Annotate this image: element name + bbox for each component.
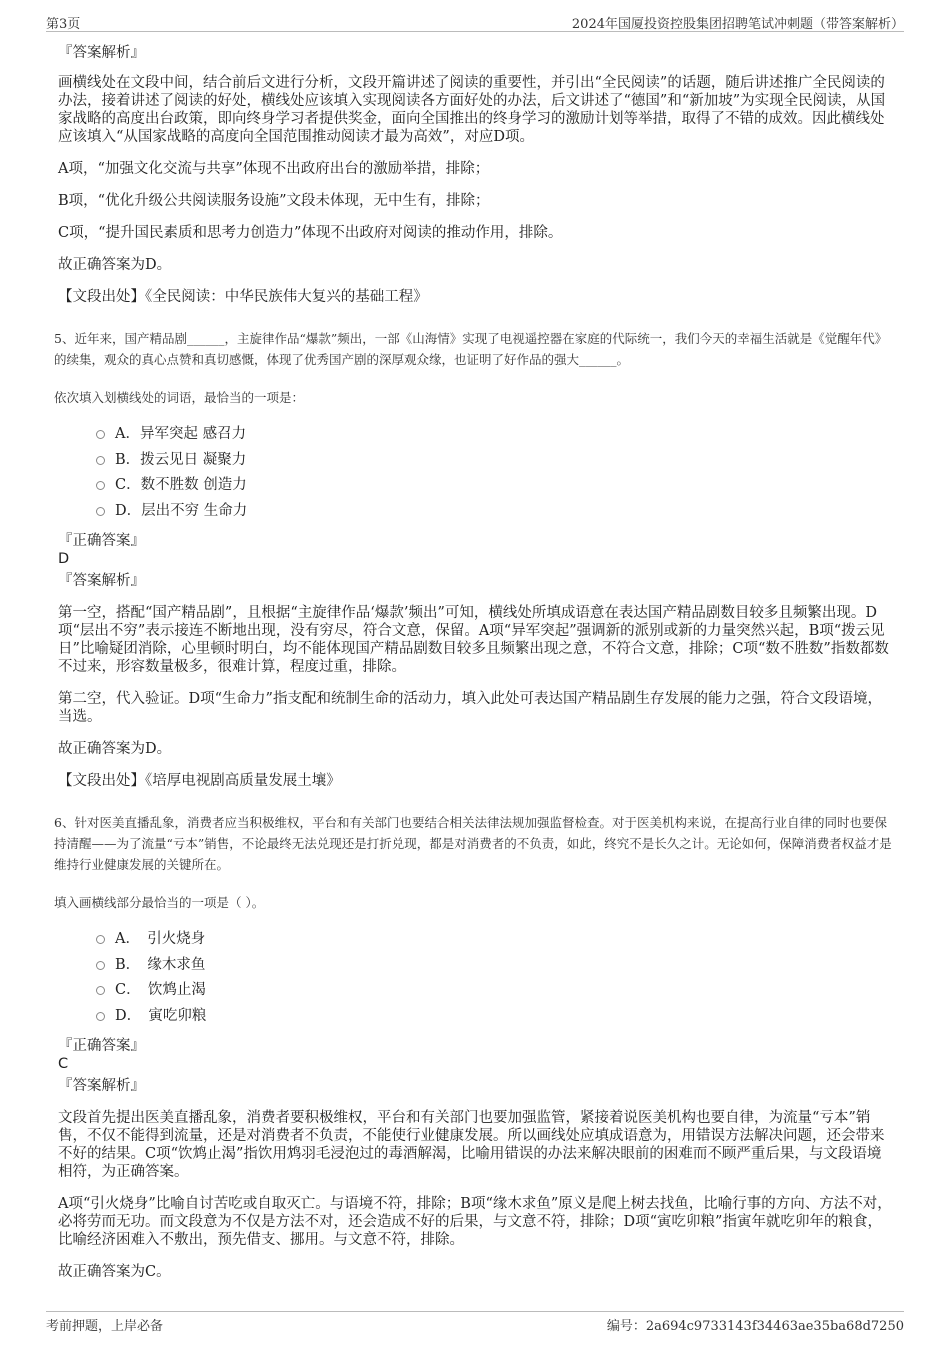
question-5-instruction: 依次填入划横线处的词语，最恰当的一项是： [54, 390, 305, 405]
radio-icon[interactable] [96, 1012, 105, 1021]
passage-source: 【文段出处】《培厚电视剧高质量发展土壤》 [58, 773, 341, 789]
analysis-heading: 『答案解析』 [58, 1078, 145, 1094]
footer-slogan: 考前押题，上岸必备 [46, 1319, 164, 1334]
analysis-paragraph: C项，“提升国民素质和思考力创造力”体现不出政府对阅读的推动作用，排除。 [58, 225, 563, 241]
correct-answer-heading: 『正确答案』 [58, 1038, 145, 1054]
answer-conclusion: 故正确答案为C。 [58, 1264, 171, 1280]
question-5-options [96, 422, 894, 524]
question-6-text: 6、针对医美直播乱象，消费者应当积极维权，平台和有关部门也要结合相关法律法规加强监督检查。对于医美机构来说，在提高行业自律的同时也要保持清醒——为了流量“亏本”销售，不论最终无法兑现还是打折兑现，都是对消费者的不负责，如此，终究不是长久之计。无论如何，保障消费者权益才是维持行业健康发展的关键所在。 [54, 815, 892, 872]
radio-icon[interactable] [96, 430, 105, 439]
option-a[interactable]: A． 引火烧身 [96, 927, 894, 953]
document-serial: 编号：2a694c9733143f34463ae35ba68d7250 [606, 1319, 904, 1334]
analysis-paragraph: B项，“优化升级公共阅读服务设施”文段未体现，无中生有，排除； [58, 193, 490, 209]
radio-icon[interactable] [96, 935, 105, 944]
passage-source: 【文段出处】《全民阅读：中华民族伟大复兴的基础工程》 [58, 289, 428, 305]
analysis-paragraph: 画横线处在文段中间，结合前后文进行分析，文段开篇讲述了阅读的重要性，并引出“全民阅读”的话题，随后讲述推广全民阅读的办法，接着讲述了阅读的好处，横线处应该填入实现阅读各方面好处的办法，后文讲述了“德国”和“新加坡”为实现全民阅读，从国家战略的高度出台政策，即向终身学习者提供奖金，面向全国推出的终身学习的激励计划等举措，取得了不错的成效。因此横线处应该填入“从国家战略的高度向全国范围推动阅读才最为高效”，对应D项。 [58, 75, 886, 145]
radio-icon[interactable] [96, 507, 105, 516]
answer-conclusion: 故正确答案为D。 [58, 741, 172, 757]
analysis-paragraph: 第一空，搭配“国产精品剧”，且根据“主旋律作品‘爆款’频出”可知，横线处所填成语意在表达国产精品剧数目较多且频繁出现。D项“层出不穷”表示接连不断地出现，没有穷尽，符合文意，保留。A项“异军突起”强调新的派别或新的力量突然兴起，B项“拨云见日”比喻疑团消除，心里顿时明白，均不能体现国产精品剧数目较多且频繁出现之意，不符合文意，排除；C项“数不胜数”指数都数不过来，形容数量极多，很难计算，程度过重，排除。 [58, 605, 889, 675]
option-b[interactable]: B．拨云见日 凝聚力 [96, 448, 894, 474]
correct-answer-value: D [58, 551, 70, 567]
question-6-options [96, 927, 894, 1029]
analysis-paragraph: A项，“加强文化交流与共享”体现不出政府出台的激励举措，排除； [58, 161, 490, 177]
page-content [54, 44, 894, 1295]
radio-icon[interactable] [96, 986, 105, 995]
option-a[interactable]: A．异军突起 感召力 [96, 422, 894, 448]
analysis-heading: 『答案解析』 [58, 45, 145, 61]
correct-answer-heading: 『正确答案』 [58, 533, 145, 549]
question-6-instruction: 填入画横线部分最恰当的一项是（ ）。 [54, 895, 265, 910]
radio-icon[interactable] [96, 961, 105, 970]
option-b[interactable]: B． 缘木求鱼 [96, 953, 894, 979]
option-c[interactable]: C． 饮鸩止渴 [96, 978, 894, 1004]
analysis-paragraph: 第二空，代入验证。D项“生命力”指支配和统制生命的活动力，填入此处可表达国产精品剧生存发展的能力之强，符合文段语境，当选。 [58, 691, 882, 725]
analysis-heading: 『答案解析』 [58, 573, 145, 589]
answer-conclusion: 故正确答案为D。 [58, 257, 172, 273]
question-5-text: 5、近年来，国产精品剧______，主旋律作品“爆款”频出，一部《山海情》实现了电视遥控器在家庭的代际统一，我们今天的幸福生活就是《觉醒年代》的续集，观众的真心点赞和真切感慨，体现了优秀国产剧的深厚观众缘，也证明了好作品的强大______。 [54, 331, 888, 367]
analysis-paragraph: A项“引火烧身”比喻自讨苦吃或自取灭亡。与语境不符，排除；B项“缘木求鱼”原义是爬上树去找鱼，比喻行事的方向、方法不对，必将劳而无功。而文段意为不仅是方法不对，还会造成不好的后果，与文意不符，排除；D项“寅吃卯粮”指寅年就吃卯年的粮食，比喻经济困难入不敷出，预先借支、挪用。与文意不符，排除。 [58, 1196, 892, 1248]
option-c[interactable]: C．数不胜数 创造力 [96, 473, 894, 499]
option-d[interactable]: D． 寅吃卯粮 [96, 1004, 894, 1030]
page-header [46, 11, 904, 32]
document-title: 2024年国厦投资控股集团招聘笔试冲刺题（带答案解析） [571, 17, 904, 32]
radio-icon[interactable] [96, 456, 105, 465]
radio-icon[interactable] [96, 481, 105, 490]
analysis-paragraph: 文段首先提出医美直播乱象，消费者要积极维权，平台和有关部门也要加强监管，紧接着说医美机构也要自律，为流量“亏本”销售，不仅不能得到流量，还是对消费者不负责，不能使行业健康发展。所以画线处应填成语意为，用错误方法解决问题，还会带来不好的结果。C项“饮鸩止渴”指饮用鸩羽毛浸泡过的毒酒解渴，比喻用错误的办法来解决眼前的困难而不顾严重后果，与文段语境相符，为正确答案。 [58, 1110, 885, 1180]
option-d[interactable]: D．层出不穷 生命力 [96, 499, 894, 525]
page-number: 第3页 [46, 17, 81, 32]
page-footer [46, 1311, 904, 1336]
correct-answer-value: C [58, 1056, 69, 1072]
